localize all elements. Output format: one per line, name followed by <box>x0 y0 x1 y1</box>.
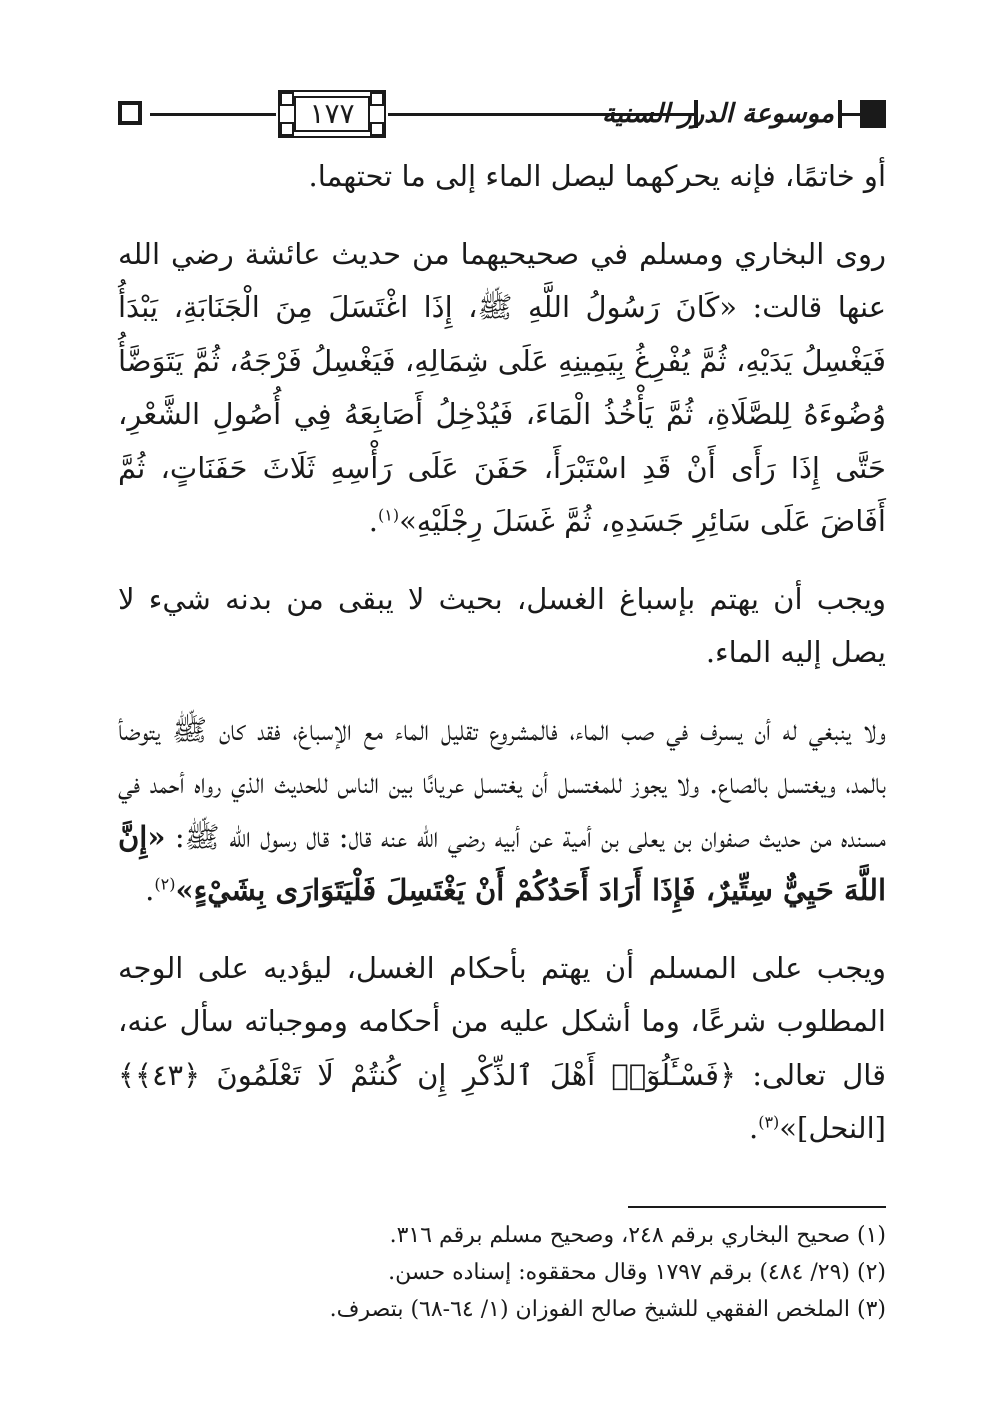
footnote-ref: (١) <box>377 505 400 525</box>
paragraph-israf <box>118 704 886 918</box>
paragraph-text: ويجب على المسلم أن يهتم بأحكام الغسل، ليؤديه على الوجه المطلوب شرعًا، وما أشكل عليه من أحكامه وموجباته سأل عنه، قال تعالى: ﴿فَسْـَٔلُوٓا۟ أَهْلَ ٱلذِّكْرِ إِن كُنتُمْ لَا تَعْلَمُونَ ﴿٤٣﴾﴾ [النحل]» <box>118 950 886 1145</box>
footnote-3: (٣) الملخص الفقهي للشيخ صالح الفوزان (١/ ٦٤-٦٨) بتصرف. <box>329 1297 886 1322</box>
paragraph-text: ولا ينبغي له أن يسرف في صب الماء، فالمشروع تقليل الماء مع الإسباغ، فقد كان ﷺ يتوضأ بالمد، ويغتسل بالصاع. ولا يجوز للمغتسل أن يغتسل عريانًا بين الناس للحديث الذي رواه أحمد في مسنده من حديث صفوان بن يعلى بن أمية عن أبيه رضي الله عنه قال: قال رسول الله ﷺ: <box>118 712 886 854</box>
paragraph-text: روى البخاري ومسلم في صحيحيهما من حديث عائشة رضي الله عنها قالت: «كَانَ رَسُولُ اللَّهِ ﷺ، إِذَا اغْتَسَلَ مِنَ الْجَنَابَةِ، يَبْدَأُ فَيَغْسِلُ يَدَيْهِ، ثُمَّ يُفْرِغُ بِيَمِينِهِ عَلَى شِمَالِهِ، فَيَغْسِلُ فَرْجَهُ، ثُمَّ يَتَوَضَّأُ وُضُوءَهُ لِلصَّلَاةِ، ثُمَّ يَأْخُذُ الْمَاءَ، فَيُدْخِلُ أَصَابِعَهُ فِي أُصُولِ الشَّعْرِ، حَتَّى إِذَا رَأَى أَنْ قَدِ اسْتَبْرَأَ، حَفَنَ عَلَى رَأْسِهِ ثَلَاثَ حَفَنَاتٍ، ثُمَّ أَفَاضَ عَلَى سَائِرِ جَسَدِهِ، ثُمَّ غَسَلَ رِجْلَيْهِ» <box>118 236 886 538</box>
sentence-end: . <box>145 873 155 907</box>
sentence-end: . <box>368 504 378 538</box>
badge-corner-ornament <box>370 122 384 136</box>
book-title: موسوعة الدرر السنية <box>601 99 834 129</box>
badge-corner-ornament <box>370 92 384 106</box>
header-open-square-ornament <box>118 101 142 125</box>
footnote-separator <box>628 1206 886 1208</box>
page-body <box>118 150 886 1156</box>
sentence-end: . <box>748 1111 759 1145</box>
hadith-quote-bold: «إِنَّ اللَّهَ حَيِيٌّ سِتِّيرٌ، فَإِذَا أَرَادَ أَحَدُكُمْ أَنْ يَغْتَسِلَ فَلْيَتَوَارَى بِشَيْءٍ» <box>118 819 886 907</box>
badge-corner-ornament <box>280 92 294 106</box>
page-number: ١٧٧ <box>309 97 355 130</box>
paragraph-hadith-aisha <box>118 228 886 549</box>
paragraph-isbagh: ويجب أن يهتم بإسباغ الغسل، بحيث لا يبقى من بدنه شيء لا يصل إليه الماء. <box>118 581 886 669</box>
footnote-ref: (٢) <box>154 874 176 894</box>
paragraph-ahkam <box>118 942 886 1156</box>
header-rule-right <box>838 113 860 116</box>
intro-line: أو خاتمًا، فإنه يحركهما ليصل الماء إلى ما تحتهما. <box>308 159 886 193</box>
header-rule-left <box>150 113 276 116</box>
header-filled-square-ornament <box>860 100 886 128</box>
footnote-2: (٢) (٢٩/ ٤٨٤) برقم ١٧٩٧ وقال محققوه: إسناده حسن. <box>388 1260 886 1285</box>
badge-corner-ornament <box>280 122 294 136</box>
page-header <box>118 84 886 146</box>
footnotes <box>118 1217 886 1328</box>
footnote-1: (١) صحيح البخاري برقم ٢٤٨، وصحيح مسلم برقم ٣١٦. <box>389 1223 886 1248</box>
page-number-badge <box>278 90 386 138</box>
footnote-ref: (٣) <box>758 1112 780 1132</box>
